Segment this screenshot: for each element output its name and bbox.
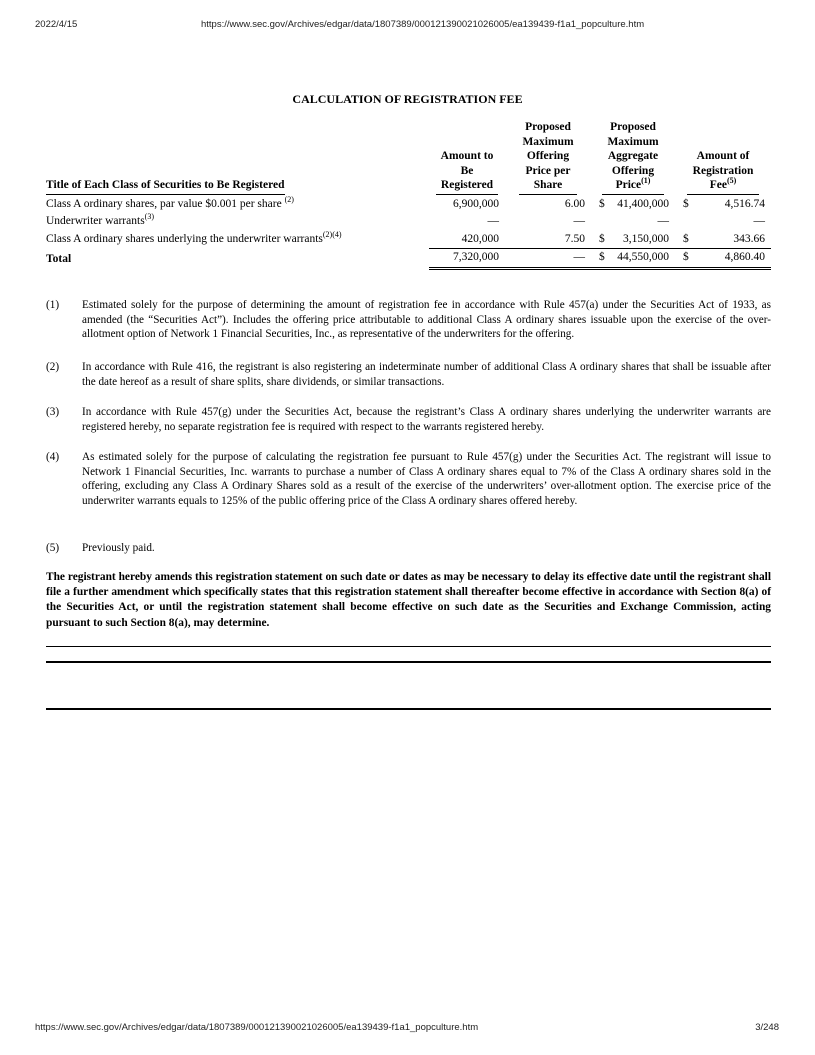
- header-title-of-class: Title of Each Class of Securities to Be Registered: [46, 120, 429, 196]
- footnote-text: In accordance with Rule 457(g) under the Securities Act, because the registrant’s Class A ordinary shares underlying the underwriter warrants are registered hereby, no separate registration fee is required with respect to the warrants registered hereby.: [82, 406, 771, 433]
- table-row: [46, 196, 771, 214]
- row-label: Class A ordinary shares underlying the underwriter warrants$^{(2)(4)}$: [46, 230, 342, 245]
- row-fee: 343.66: [689, 231, 771, 249]
- row-price: 7.50: [505, 231, 591, 249]
- footnote-text: Previously paid.: [82, 542, 155, 554]
- divider-line: [46, 646, 771, 647]
- divider-line: [46, 661, 771, 663]
- footnote-text: Estimated solely for the purpose of determining the amount of registration fee in accordance with Rule 457(a) under the Securities Act of 1933, as amended (the “Securities Act”). Includes the offering price attributable to additional Class A ordinary shares issuable upon the exercise of the over-allotment option of Network 1 Financial Securities, Inc., as representative of the underwriters for the offering.: [82, 299, 771, 341]
- footer-url[interactable]: https://www.sec.gov/Archives/edgar/data/1807389/000121390021026005/ea139439-f1a1_popculture.htm: [35, 1022, 479, 1033]
- header-url[interactable]: https://www.sec.gov/Archives/edgar/data/1807389/000121390021026005/ea139439-f1a1_popculture.htm: [201, 19, 645, 30]
- row-label: Underwriter warrants$^{(3)}$: [46, 212, 154, 227]
- row-agg-dollar: $: [599, 197, 605, 210]
- footnote-number: (5): [46, 542, 60, 554]
- footnote-number: (3): [46, 406, 60, 418]
- registration-fee-table: [46, 120, 771, 270]
- total-amount: 7,320,000: [429, 249, 505, 269]
- header-offering-price: Proposed Maximum Offering Price per Share: [505, 120, 591, 196]
- footnote-text: In accordance with Rule 416, the registrant is also registering an indeterminate number of additional Class A ordinary shares that shall be issuable after the date hereof as a result of share splits, share dividends, or similar transactions.: [82, 361, 771, 388]
- page-title: CALCULATION OF REGISTRATION FEE: [292, 92, 523, 106]
- table-row: [46, 213, 771, 231]
- footnote-number: (1): [46, 299, 60, 311]
- header-registration-fee: Amount of Registration Fee$^{(5)}$: [675, 120, 771, 196]
- row-label: Class A ordinary shares, par value $0.001 per share $^{(2)}$: [46, 194, 294, 210]
- footnote: [46, 541, 771, 556]
- page-number: 3/248: [755, 1022, 779, 1033]
- footnote-number: (4): [46, 451, 60, 463]
- row-amount: 6,900,000: [453, 197, 499, 210]
- table-row: [46, 231, 771, 249]
- table-total-row: [46, 249, 771, 269]
- total-label: Total: [46, 252, 72, 265]
- row-fee-dollar: $: [683, 197, 689, 210]
- row-fee-dollar: [675, 213, 689, 231]
- row-amount: 420,000: [429, 231, 505, 249]
- row-agg-dollar: [591, 213, 605, 231]
- row-price: —: [573, 215, 585, 227]
- row-price: 6.00: [564, 197, 585, 210]
- row-aggregate: 41,400,000: [617, 197, 669, 210]
- row-fee-dollar: $: [675, 231, 689, 249]
- header-aggregate-price: Proposed Maximum Aggregate Offering Price$^{(1)}$: [591, 120, 675, 196]
- total-fee: 4,860.40: [689, 249, 771, 269]
- table-header-row: [46, 120, 771, 196]
- footnote: [46, 450, 771, 508]
- row-aggregate: —: [657, 215, 669, 227]
- total-fee-dollar: $: [675, 249, 689, 269]
- footnote-text: As estimated solely for the purpose of calculating the registration fee pursuant to Rule 457(g) under the Securities Act. The registrant will issue to Network 1 Financial Securities, Inc. warrants to purchase a number of Class A ordinary shares equal to 7% of the Class A ordinary shares sold in the offering, excluding any Class A Ordinary Shares sold as a result of the exercise of the underwriters’ over-allotment option. The exercise price of the underwriter warrants equals to 125% of the public offering price of the Class A ordinary shares offered hereby.: [82, 451, 771, 507]
- header-amount-registered: Amount to Be Registered: [429, 120, 505, 196]
- total-agg-dollar: $: [591, 249, 605, 269]
- footnote-number: (2): [46, 361, 60, 373]
- print-date: 2022/4/15: [35, 19, 78, 30]
- total-aggregate: 44,550,000: [605, 249, 675, 269]
- footnote: [46, 405, 771, 434]
- total-price: —: [505, 249, 591, 269]
- row-agg-dollar: $: [591, 231, 605, 249]
- footnote: [46, 360, 771, 389]
- row-fee: —: [753, 215, 765, 227]
- row-fee: 4,516.74: [724, 197, 765, 210]
- footnote: [46, 298, 771, 342]
- delaying-amendment-notice: The registrant hereby amends this registration statement on such date or dates as may be necessary to delay its effective date until the registrant shall file a further amendment which specifically states that this registration statement shall thereafter become effective in accordance with Section 8(a) of the Securities Act, or until the registration statement shall become effective on such date as the Securities and Exchange Commission, acting pursuant to such Section 8(a), may determine.: [46, 571, 771, 629]
- row-aggregate: 3,150,000: [605, 231, 675, 249]
- row-amount: —: [487, 215, 499, 227]
- divider-line: [46, 708, 771, 710]
